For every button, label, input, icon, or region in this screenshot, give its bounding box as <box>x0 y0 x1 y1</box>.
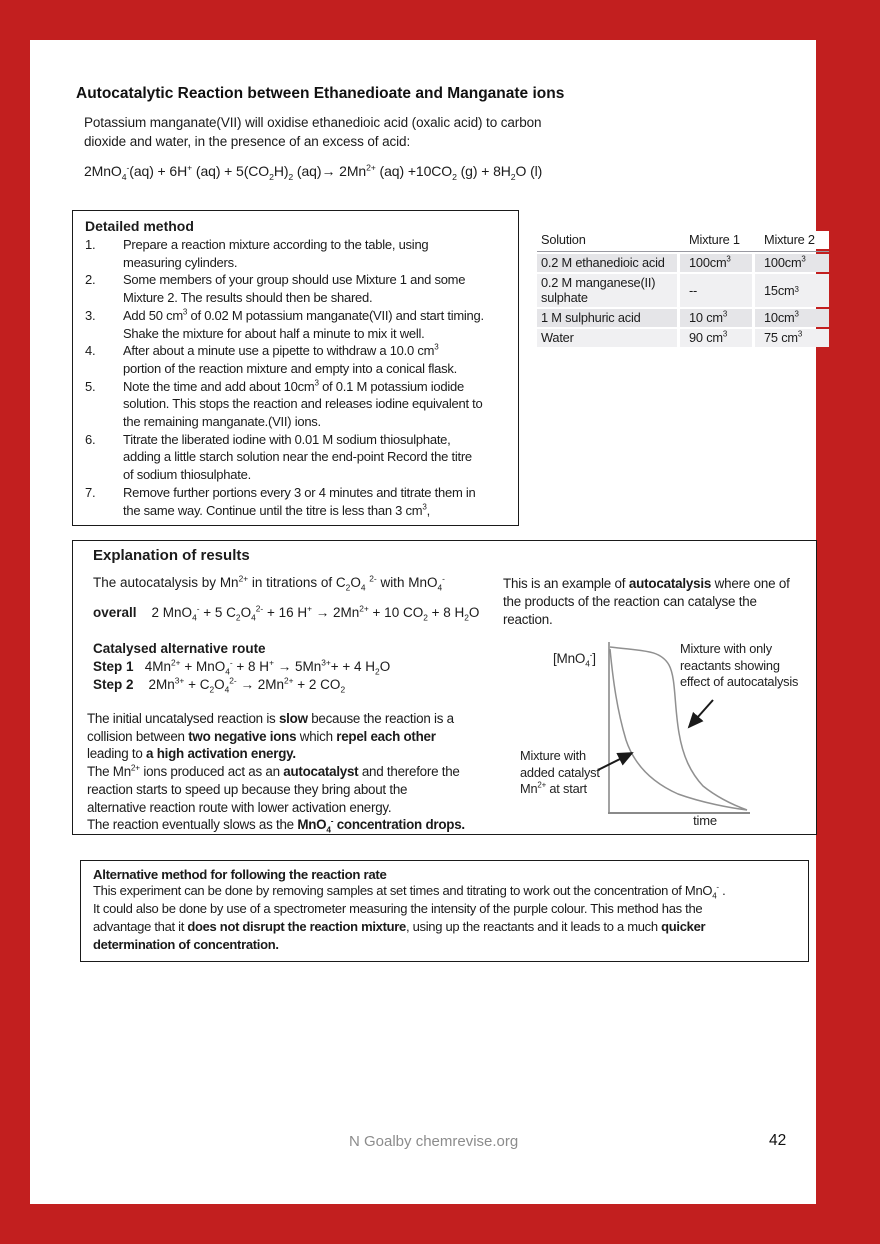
cell-mixture2: $10cm^3$ <box>755 309 829 327</box>
intro-paragraph: Potassium manganate(VII) will oxidise ethanedioic acid (oxalic acid) to carbon dioxide and water, in the presence of an excess of acid: <box>84 115 542 149</box>
method-step <box>85 484 514 519</box>
curve2-label: Mixture with added catalyst $Mn^{2+}$ at start <box>520 748 600 796</box>
explanation-title: Explanation of results <box>93 547 250 564</box>
step-text: Remove further portions every 3 or 4 minutes and titrate them in the same way. Continue until the titre is less than 3 $cm^3$, <box>123 484 476 518</box>
alternative-method-box <box>80 860 809 962</box>
catalysed-route-title: Catalysed alternative route <box>93 641 266 656</box>
cell-mixture1: -- <box>680 274 752 307</box>
cell-mixture1: $100cm^3$ <box>680 254 752 272</box>
cell-solution: 1 M sulphuric acid <box>537 309 677 327</box>
step-text: Prepare a reaction mixture according to the table, using measuring cylinders. <box>123 237 429 270</box>
autocatalysis-note: This is an example of autocatalysis where one of the products of the reaction can catalyse the reaction. <box>503 576 790 627</box>
method-step <box>85 271 514 306</box>
step-number: 2. <box>85 272 96 288</box>
method-step <box>85 236 514 271</box>
x-axis-label: time <box>693 813 717 828</box>
y-axis-label: [MnO$_4$-] <box>553 649 596 669</box>
explanation-body: The initial uncatalysed reaction is slow because the reaction is a collision between two negative ions which repel each other leading to a high activation energy. The $Mn^{2+}$ ions produced act as an autocatalyst and therefore the reaction starts to speed up because they bring about the alternative reaction route with lower activation energy. The reaction eventually slows as the MnO$_4$- concentration drops. <box>87 711 465 835</box>
autocatalysis-line: The autocatalysis by $Mn^{2+}$ in titrations of $C_2O_4$ $^{2-}$ with MnO$_4$- <box>93 573 445 593</box>
cell-mixture2: $100cm^3$ <box>755 254 829 272</box>
cell-mixture2: 15cm 3 <box>755 274 829 307</box>
method-step <box>85 431 514 484</box>
step-number: 7. <box>85 484 96 500</box>
explanation-box <box>72 540 817 835</box>
table-row <box>537 329 829 347</box>
step2-equation: Step 2 $2Mn^{3+} + C_2O_4^{2-} \to 2Mn^{2+} + 2$ $CO_2$ <box>93 675 346 695</box>
table-header-underline <box>537 231 829 252</box>
cell-solution: 0.2 M manganese(II) sulphate <box>537 274 677 307</box>
step-number: 3. <box>85 307 96 323</box>
alternative-method-body: This experiment can be done by removing samples at set times and titrating to work out the concentration of MnO$_4$- . It could also be done by use of a spectrometer measuring the intensity of the purple colour. This method has the advantage that it does not disrupt the reaction mixture, using up the reactants and it leads to a much quicker determination of concentration. <box>93 882 726 952</box>
step-number: 1. <box>85 237 96 252</box>
header-mixture-2: Mixture 2 <box>764 232 815 247</box>
method-steps-list <box>85 236 514 519</box>
alternative-method-title: Alternative method for following the reaction rate <box>93 867 387 882</box>
step-text: Titrate the liberated iodine with 0.01 M sodium thiosulphate, adding a little starch solution near the end-point Record the titre of sodium thiosulphate. <box>123 431 472 483</box>
step1-equation: Step 1 $4Mn^{2+} + MnO_4^- + 8$ $H^+ \to 5Mn^{3+}+ + 4$ $H_2O$ <box>93 657 391 677</box>
cell-mixture1: 10 $cm^3$ <box>680 309 752 327</box>
method-title: Detailed method <box>85 218 194 234</box>
step-number: 6. <box>85 431 96 447</box>
cell-solution: Water <box>537 329 677 347</box>
footer-author: N Goalby chemrevise.org <box>349 1133 519 1150</box>
reaction-equation: 2MnO$_4$-(aq) + 6H+ $(aq) + 5(CO_2H)_2$ $(aq)\to 2Mn^{2+}$ $(aq) +10CO_2$ $(g) + 8H_2O$ (l) <box>84 162 543 182</box>
detailed-method-box <box>72 210 519 526</box>
curve1-label: Mixture with only reactants showing effect of autocatalysis <box>680 641 799 689</box>
table-header-row <box>537 231 829 249</box>
arrow-to-autocatalysis-curve <box>689 700 713 727</box>
step-number: 4. <box>85 343 96 359</box>
overall-equation: overall 2 MnO$_4$- + 5 $C_2O_4^{2-} + 16$ $H^+ \to 2Mn^{2+} + 10$ $CO_2 + 8$ $H_2O$ <box>93 603 480 623</box>
method-step <box>85 307 514 342</box>
step-text: After about a minute use a pipette to withdraw a 10.0 $cm^3$ portion of the reaction mixture and empty into a conical flask. <box>123 342 457 376</box>
cell-mixture1: 90 $cm^3$ <box>680 329 752 347</box>
cell-mixture2: 75 $cm^3$ <box>755 329 829 347</box>
header-solution: Solution <box>541 232 586 247</box>
method-step <box>85 342 514 377</box>
step-text: Note the time and add about $10cm^3$ of 0.1 M potassium iodide solution. This stops the reaction and releases iodine equivalent to the remaining manganate.(VII) ions. <box>123 378 483 430</box>
header-mixture-1: Mixture 1 <box>689 232 740 247</box>
mixtures-table <box>537 231 829 349</box>
step-number: 5. <box>85 378 96 394</box>
step-text: Add 50 $cm^3$ of 0.02 M potassium manganate(VII) and start timing. Shake the mixture for about half a minute to mix it well. <box>123 307 484 341</box>
method-step <box>85 378 514 431</box>
page-title: Autocatalytic Reaction between Ethanedioate and Manganate ions <box>76 85 565 102</box>
table-row <box>537 274 829 307</box>
footer-page-number: 42 <box>769 1132 787 1149</box>
table-row <box>537 309 829 327</box>
table-row <box>537 254 829 272</box>
cell-solution: 0.2 M ethanedioic acid <box>537 254 677 272</box>
step-text: Some members of your group should use Mixture 1 and some Mixture 2. The results should then be shared. <box>123 272 466 306</box>
